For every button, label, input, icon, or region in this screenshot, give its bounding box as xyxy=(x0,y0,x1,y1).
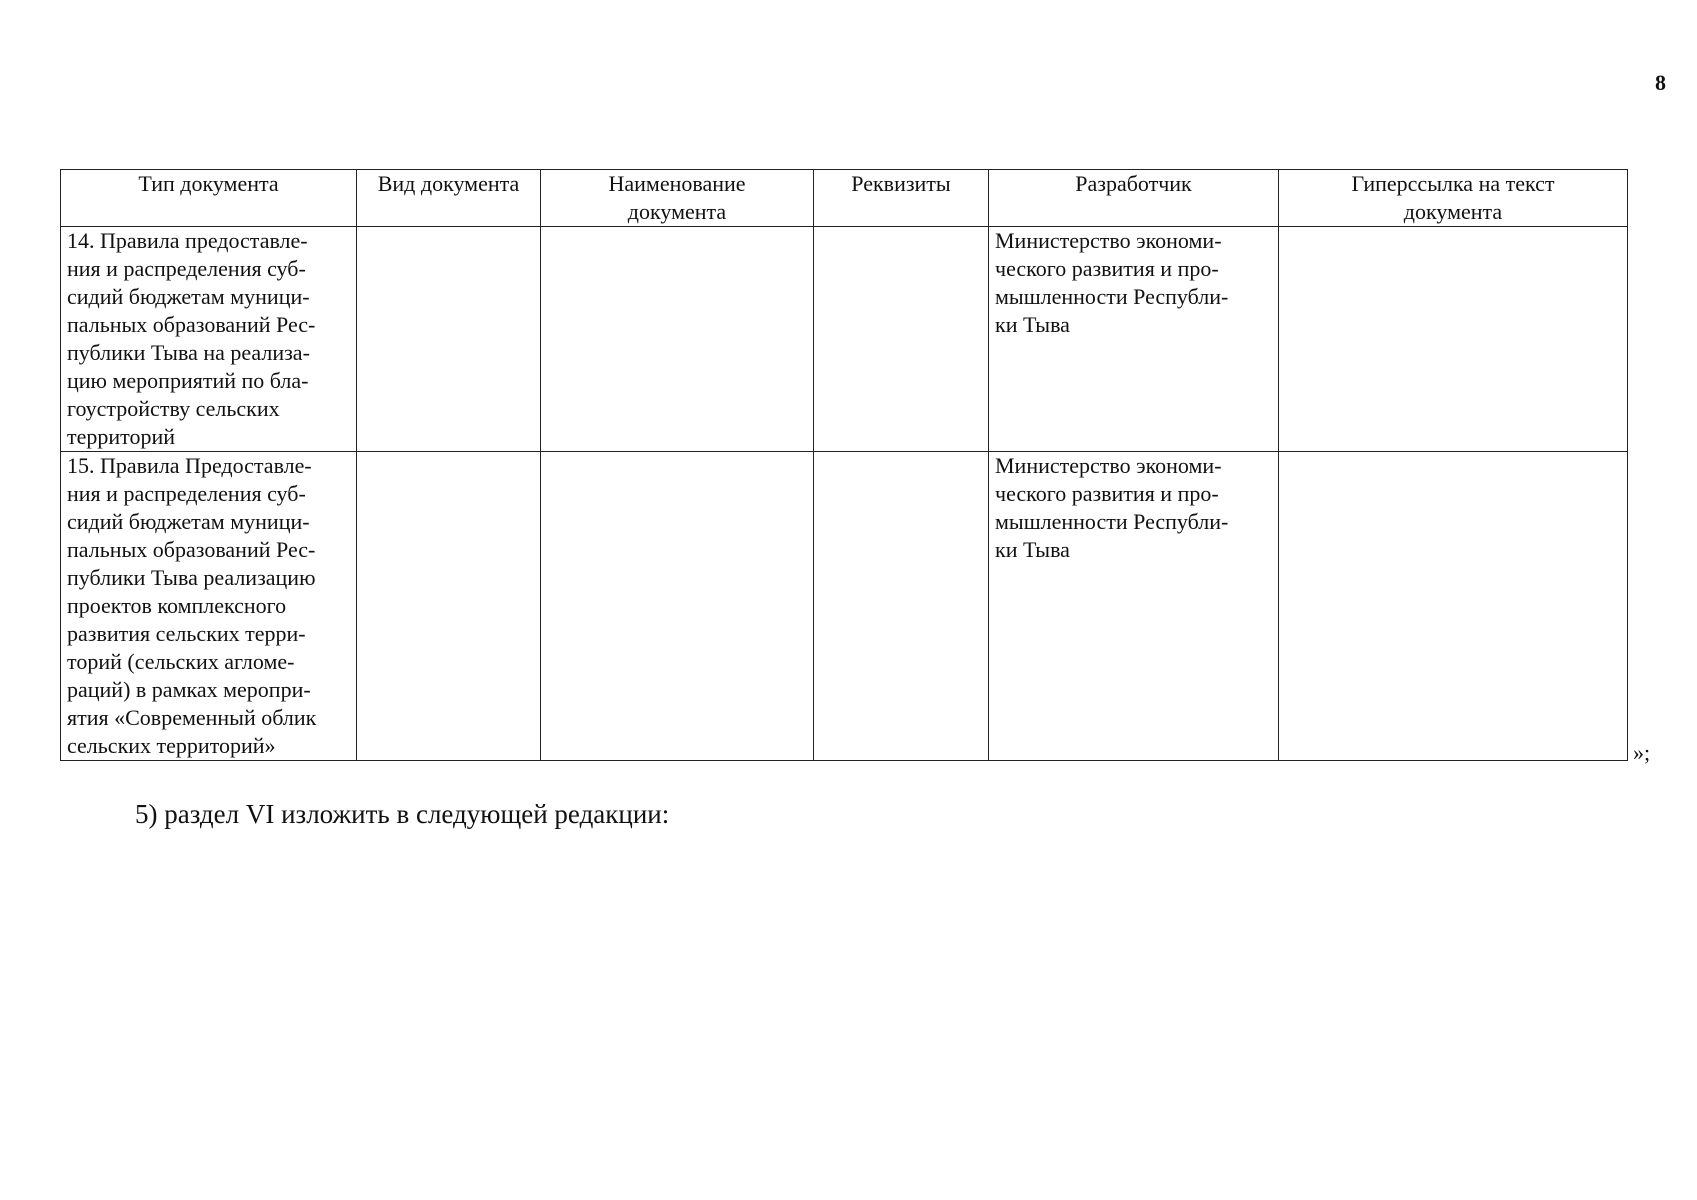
cell-document-details xyxy=(814,452,989,761)
section-paragraph: 5) раздел VI изложить в следующей редакции: xyxy=(135,799,670,829)
header-document-type: Тип документа xyxy=(61,170,357,227)
cell-hyperlink xyxy=(1279,227,1628,452)
header-developer: Разработчик xyxy=(989,170,1279,227)
table-row xyxy=(61,227,1628,452)
cell-document-details xyxy=(814,227,989,452)
cell-hyperlink xyxy=(1279,452,1628,761)
cell-document-type: 14. Правила предоставле- ния и распределения суб- сидий бюджетам муници- пальных образований Рес- публики Тыва на реализа- цию мероприятий по бла- гоустройству сельских территорий xyxy=(61,227,357,452)
cell-document-kind xyxy=(357,227,541,452)
closing-quote-mark: »; xyxy=(1633,740,1651,765)
documents-table xyxy=(60,169,1628,761)
cell-developer: Министерство экономи- ческого развития и про- мышленности Республи- ки Тыва xyxy=(989,452,1279,761)
cell-document-kind xyxy=(357,452,541,761)
page-number: 8 xyxy=(1655,70,1666,95)
header-document-name: Наименование документа xyxy=(541,170,814,227)
cell-document-type: 15. Правила Предоставле- ния и распределения суб- сидий бюджетам муници- пальных образований Рес- публики Тыва реализацию проектов комплексного развития сельских терри- торий (сельских агломе- раций) в рамках меропри- ятия «Современный облик сельских территорий» xyxy=(61,452,357,761)
cell-developer: Министерство экономи- ческого развития и про- мышленности Республи- ки Тыва xyxy=(989,227,1279,452)
table-header-row xyxy=(61,170,1628,227)
header-hyperlink: Гиперссылка на текст документа xyxy=(1279,170,1628,227)
header-document-kind: Вид документа xyxy=(357,170,541,227)
cell-document-name xyxy=(541,452,814,761)
header-document-details: Реквизиты xyxy=(814,170,989,227)
cell-document-name xyxy=(541,227,814,452)
table-row xyxy=(61,452,1628,761)
